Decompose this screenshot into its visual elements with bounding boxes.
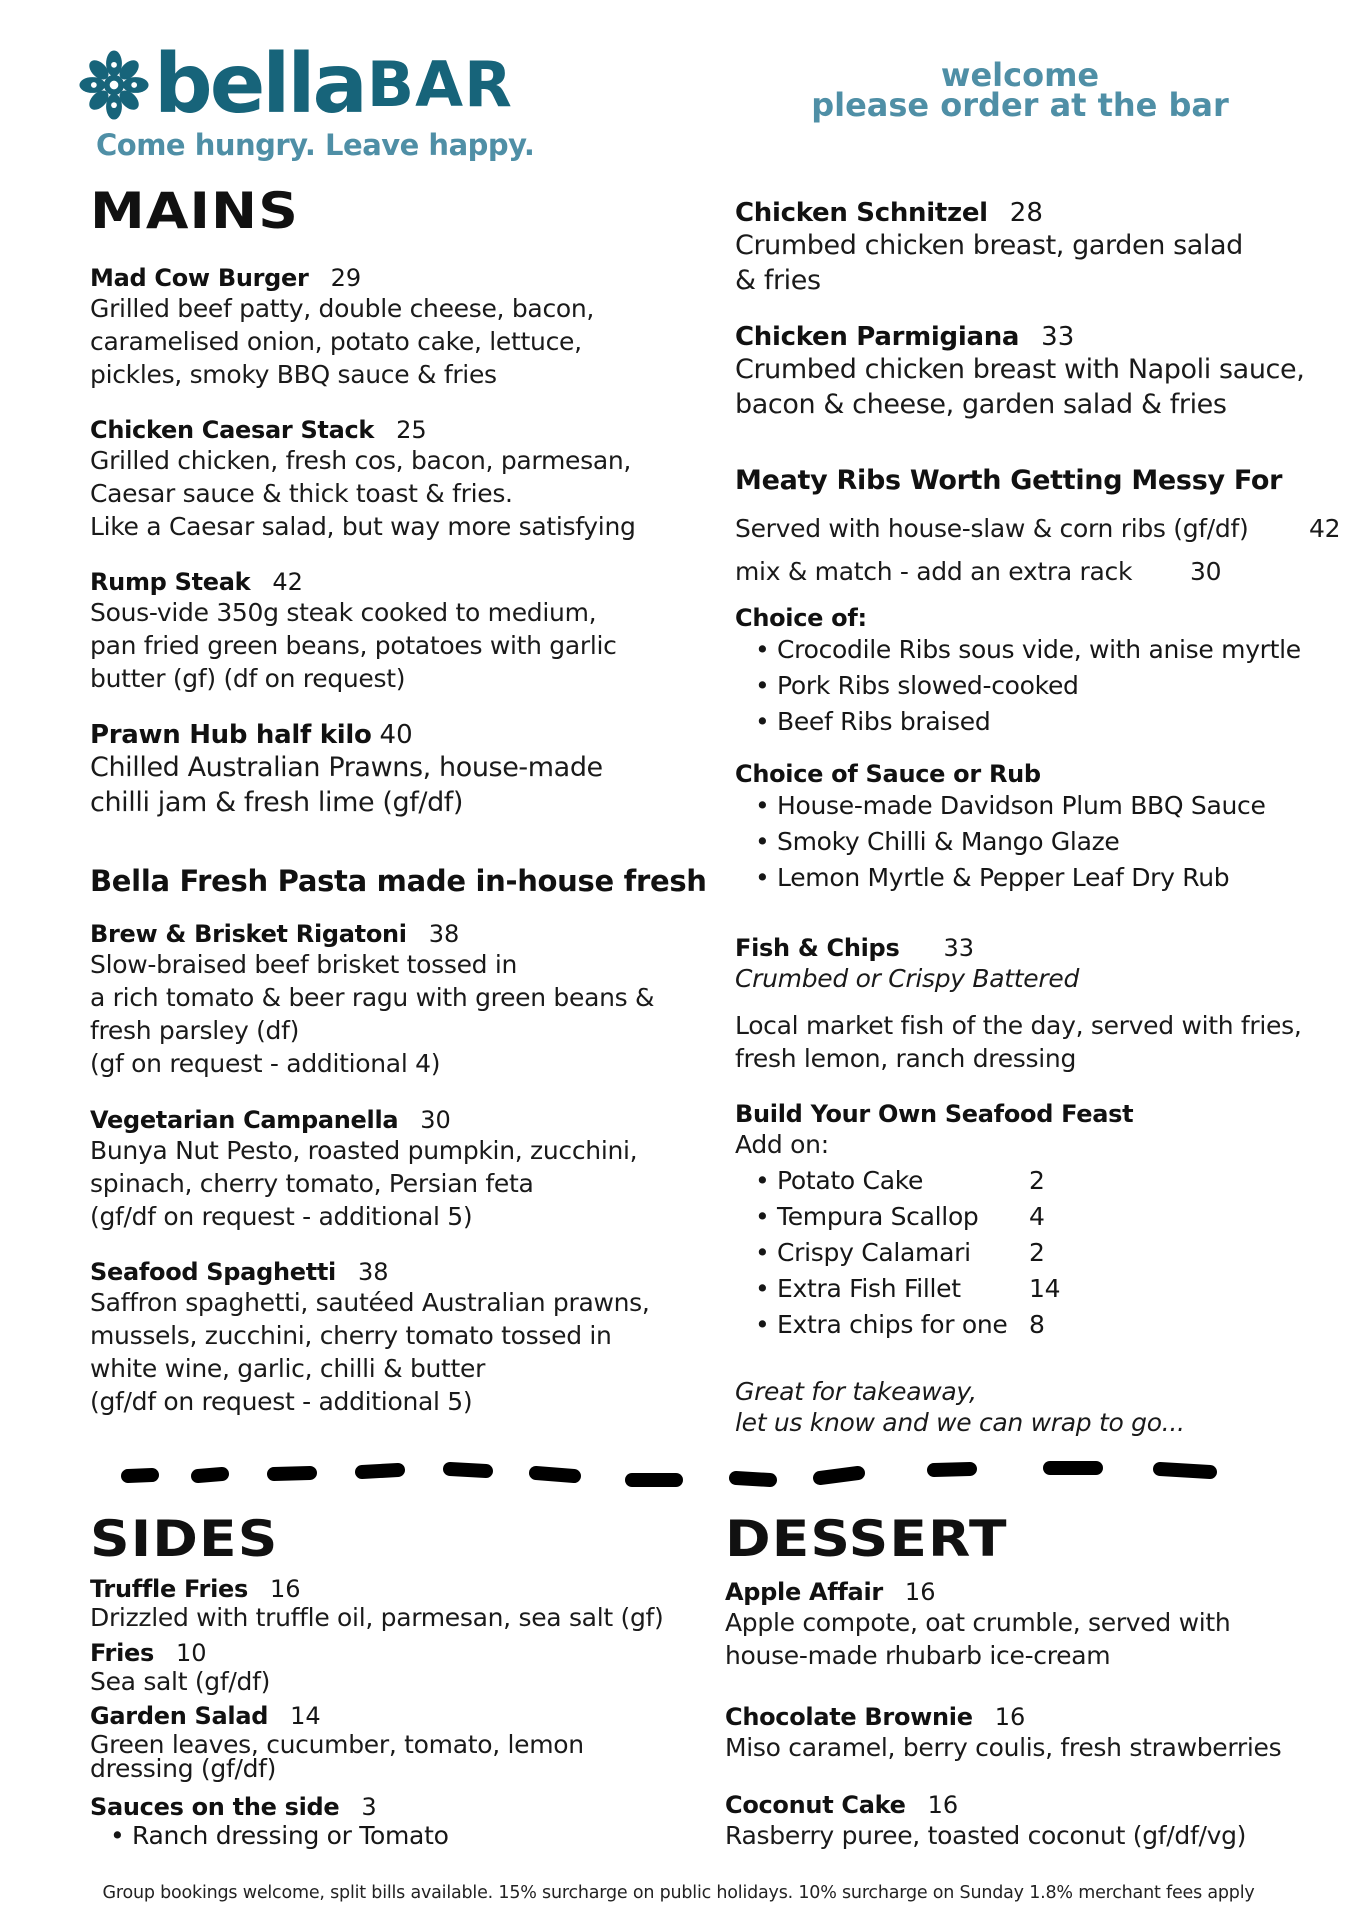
item-price: 38 xyxy=(358,1258,389,1286)
item-price: 33 xyxy=(943,934,974,962)
item-price: 14 xyxy=(290,1702,321,1730)
addon-item xyxy=(777,1271,1133,1307)
dessert-item-chocolate-brownie xyxy=(725,1703,1281,1764)
ribs-sauce-block xyxy=(735,760,1266,896)
ribs-mix-price: 30 xyxy=(1190,557,1222,586)
item-name: Garden Salad xyxy=(90,1702,269,1730)
item-price: 30 xyxy=(420,1106,451,1134)
menu-item-chicken-caesar-stack xyxy=(90,416,636,543)
item-desc-line: fresh parsley (df) xyxy=(90,1016,300,1045)
side-item-garden-salad xyxy=(90,1703,584,1781)
item-name: Truffle Fries xyxy=(90,1575,248,1603)
item-price: 29 xyxy=(330,264,362,292)
item-desc-line: fresh lemon, ranch dressing xyxy=(735,1044,1077,1073)
menu-item-brew-brisket-rigatoni xyxy=(90,920,654,1080)
item-name: Mad Cow Burger xyxy=(90,264,309,292)
ribs-price: 42 xyxy=(1309,514,1341,543)
addon-name: • Crispy Calamari xyxy=(777,1238,971,1267)
welcome-line: welcome xyxy=(940,56,1100,94)
item-name: Fries xyxy=(90,1639,154,1667)
item-desc-line: Bunya Nut Pesto, roasted pumpkin, zucchini, xyxy=(90,1136,638,1165)
item-price: 16 xyxy=(904,1578,936,1606)
addon-price: 8 xyxy=(1029,1310,1045,1339)
addon-price: 14 xyxy=(1029,1274,1061,1303)
footer-note: Group bookings welcome, split bills available. 15% surcharge on public holidays. 10% surcharge on Sunday 1.8% merchant fees apply xyxy=(102,1883,1255,1903)
menu-item-mad-cow-burger xyxy=(90,264,594,391)
item-desc-line: Slow-braised beef brisket tossed in xyxy=(90,950,518,979)
item-desc-line: Caesar sauce & thick toast & fries. xyxy=(90,479,513,508)
feast-title: Build Your Own Seafood Feast xyxy=(735,1100,1134,1128)
item-desc-line: a rich tomato & beer ragu with green beans & xyxy=(90,983,655,1012)
item-desc-line: Sea salt (gf/df) xyxy=(90,1667,271,1696)
item-desc-line: house-made rhubarb ice-cream xyxy=(725,1641,1111,1670)
item-desc-line: (gf on request - additional 4) xyxy=(90,1049,441,1078)
item-desc-line: Green leaves, cucumber, tomato, lemon xyxy=(90,1730,584,1759)
addon-price: 2 xyxy=(1029,1166,1045,1195)
side-item-sauces xyxy=(90,1794,449,1848)
addon-name: • Tempura Scallop xyxy=(777,1202,979,1231)
brand-logo xyxy=(78,37,638,162)
item-desc-line: Sous-vide 350g steak cooked to medium, xyxy=(90,598,597,627)
list-item: • Crocodile Ribs sous vide, with anise myrtle xyxy=(777,632,1301,668)
item-name: Chicken Parmigiana xyxy=(735,322,1020,352)
list-item: • Beef Ribs braised xyxy=(777,704,1301,740)
list-item: • House-made Davidson Plum BBQ Sauce xyxy=(777,788,1266,824)
dessert-title: DESSERT xyxy=(725,1510,1008,1568)
menu-item-vegetarian-campanella xyxy=(90,1106,637,1233)
ribs-mix-match: mix & match - add an extra rack xyxy=(735,557,1133,586)
side-item-fries xyxy=(90,1640,270,1694)
list-item: • Smoky Chilli & Mango Glaze xyxy=(777,824,1266,860)
dessert-item-apple-affair xyxy=(725,1578,1230,1672)
addon-item xyxy=(777,1307,1133,1343)
item-desc-line: bacon & cheese, garden salad & fries xyxy=(735,389,1227,420)
item-name: Chicken Caesar Stack xyxy=(90,416,375,444)
item-price: 42 xyxy=(272,568,303,596)
item-name: Chicken Schnitzel xyxy=(735,198,988,228)
side-item-truffle-fries xyxy=(90,1576,663,1630)
item-name: Seafood Spaghetti xyxy=(90,1258,336,1286)
item-desc-line: caramelised onion, potato cake, lettuce, xyxy=(90,327,582,356)
item-desc-line: dressing (gf/df) xyxy=(90,1754,277,1783)
menu-item-fish-chips xyxy=(735,934,1302,1075)
welcome-banner xyxy=(780,56,1260,124)
item-desc-line: pickles, smoky BBQ sauce & fries xyxy=(90,360,497,389)
choice-title: Choice of: xyxy=(735,604,867,632)
item-name: Vegetarian Campanella xyxy=(90,1106,399,1134)
item-desc-line: Crumbed chicken breast, garden salad xyxy=(735,230,1243,261)
item-price: 40 xyxy=(379,720,413,750)
item-desc-line: Miso caramel, berry coulis, fresh strawberries xyxy=(725,1733,1282,1762)
brand-name-bella: bella xyxy=(154,37,365,132)
item-subtitle: Crumbed or Crispy Battered xyxy=(735,964,1080,993)
item-desc-line: Rasberry puree, toasted coconut (gf/df/vg) xyxy=(725,1821,1247,1850)
item-price: 10 xyxy=(176,1639,207,1667)
menu-item-rump-steak xyxy=(90,568,617,695)
list-item: • Pork Ribs slowed-cooked xyxy=(777,668,1301,704)
brand-tagline: Come hungry. Leave happy. xyxy=(96,128,535,162)
addon-item xyxy=(777,1163,1133,1199)
addon-price: 2 xyxy=(1029,1238,1045,1267)
menu-item-chicken-schnitzel xyxy=(735,198,1243,298)
takeaway-note xyxy=(735,1376,1185,1438)
dashed-divider xyxy=(120,1460,1230,1500)
item-desc-line: Grilled beef patty, double cheese, bacon, xyxy=(90,294,595,323)
item-desc-line: Crumbed chicken breast with Napoli sauce, xyxy=(735,354,1305,385)
item-price: 3 xyxy=(361,1793,377,1821)
item-desc-line: Grilled chicken, fresh cos, bacon, parmesan, xyxy=(90,446,632,475)
menu-item-prawn-hub xyxy=(90,720,603,820)
item-price: 16 xyxy=(994,1703,1026,1731)
list-item: • Lemon Myrtle & Pepper Leaf Dry Rub xyxy=(777,860,1266,896)
pasta-section-title: Bella Fresh Pasta made in-house fresh xyxy=(90,864,707,898)
item-price: 33 xyxy=(1041,322,1075,352)
dessert-item-coconut-cake xyxy=(725,1791,1246,1852)
item-name: Apple Affair xyxy=(725,1578,883,1606)
addon-item xyxy=(777,1199,1133,1235)
item-desc-line: Like a Caesar salad, but way more satisfying xyxy=(90,512,636,541)
addon-item xyxy=(777,1235,1133,1271)
item-price: 38 xyxy=(428,920,460,948)
item-desc-line: & fries xyxy=(735,265,821,296)
ribs-section-title: Meaty Ribs Worth Getting Messy For xyxy=(735,465,1283,496)
item-desc-line: Apple compote, oat crumble, served with xyxy=(725,1608,1231,1637)
item-desc-line: Local market fish of the day, served with fries, xyxy=(735,1011,1302,1040)
addon-label: Add on: xyxy=(735,1130,829,1159)
item-desc-line: Saffron spaghetti, sautéed Australian prawns, xyxy=(90,1288,650,1317)
takeaway-line: let us know and we can wrap to go... xyxy=(735,1408,1185,1437)
item-price: 28 xyxy=(1009,198,1043,228)
item-desc-line: (gf/df on request - additional 5) xyxy=(90,1202,473,1231)
item-name: Coconut Cake xyxy=(725,1791,906,1819)
item-desc-line: white wine, garlic, chilli & butter xyxy=(90,1354,486,1383)
list-item: • Ranch dressing or Tomato xyxy=(132,1824,449,1848)
item-name: Chocolate Brownie xyxy=(725,1703,973,1731)
item-price: 16 xyxy=(269,1575,301,1603)
brand-name-bar: BAR xyxy=(366,48,513,121)
addon-name: • Extra chips for one xyxy=(777,1310,1008,1339)
order-instruction: please order at the bar xyxy=(811,86,1229,124)
item-desc-line: butter (gf) (df on request) xyxy=(90,664,406,693)
item-desc-line: pan fried green beans, potatoes with garlic xyxy=(90,631,617,660)
item-desc-line: Drizzled with truffle oil, parmesan, sea salt (gf) xyxy=(90,1603,664,1632)
sauce-title: Choice of Sauce or Rub xyxy=(735,760,1041,788)
item-name: Fish & Chips xyxy=(735,934,900,962)
flower-logo-icon xyxy=(78,49,150,121)
item-price: 16 xyxy=(927,1791,959,1819)
ribs-served-with: Served with house-slaw & corn ribs (gf/df) xyxy=(735,514,1249,543)
item-desc-line: mussels, zucchini, cherry tomato tossed in xyxy=(90,1321,612,1350)
addon-price: 4 xyxy=(1029,1202,1045,1231)
item-desc-line: spinach, cherry tomato, Persian feta xyxy=(90,1169,534,1198)
takeaway-line: Great for takeaway, xyxy=(735,1377,977,1406)
item-price: 25 xyxy=(396,416,427,444)
menu-item-seafood-spaghetti xyxy=(90,1258,650,1418)
item-name: Brew & Brisket Rigatoni xyxy=(90,920,407,948)
addon-name: • Extra Fish Fillet xyxy=(777,1274,961,1303)
mains-title: MAINS xyxy=(90,182,299,240)
ribs-choice-block xyxy=(735,604,1301,740)
seafood-feast-block xyxy=(735,1100,1133,1343)
addon-name: • Potato Cake xyxy=(777,1166,924,1195)
item-desc-line: Chilled Australian Prawns, house-made xyxy=(90,752,603,783)
item-desc-line: (gf/df on request - additional 5) xyxy=(90,1387,473,1416)
item-name: Prawn Hub half kilo xyxy=(90,720,372,750)
item-name: Sauces on the side xyxy=(90,1793,340,1821)
item-desc-line: chilli jam & fresh lime (gf/df) xyxy=(90,787,464,818)
sides-title: SIDES xyxy=(90,1510,279,1568)
item-name: Rump Steak xyxy=(90,568,251,596)
menu-item-chicken-parmigiana xyxy=(735,322,1304,422)
